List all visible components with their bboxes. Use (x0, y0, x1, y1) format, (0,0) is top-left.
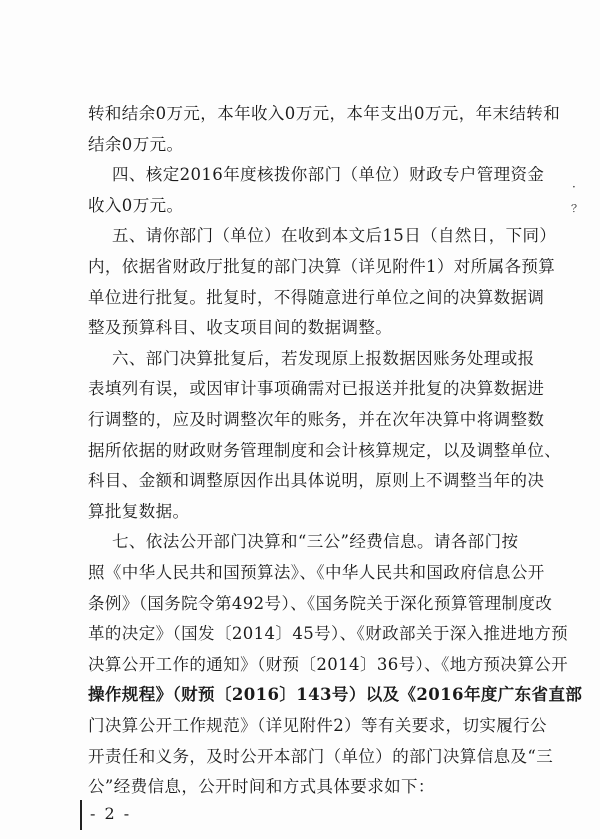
text-line-1: 转和结余0万元，本年收入0万元，本年支出0万元，年末结转和 (88, 104, 561, 123)
text-line-2: 结余0万元。 (88, 134, 184, 154)
text-line-13: 科目、金额和调整原因作出具体说明，原则上不调整当年的决 (88, 471, 545, 491)
page-number: - 2 - (90, 804, 132, 823)
text-line-11: 行调整的，应及时调整次年的账务，并在次年决算中将调整数 (88, 410, 545, 429)
text-line-14: 算批复数据。 (88, 501, 190, 521)
text-line-17: 条例》（国务院令第492号）、《国务院关于深化预算管理制度改 (88, 593, 553, 613)
text-line-7: 单位进行批复。批复时，不得随意进行单位之间的决算数据调 (88, 287, 545, 307)
text-line-18: 革的决定》（国发〔2014〕45号）、《财政部关于深入推进地方预 (88, 624, 569, 644)
text-line-9: 六、部门决算批复后，若发现原上报数据因账务处理或报 (112, 348, 535, 368)
scan-speck-mark-2: ﹖ (568, 200, 581, 214)
text-line-8: 整及预算科目、收支项目间的数据调整。 (88, 318, 393, 338)
page-footer-rule (80, 800, 82, 830)
text-line-10: 表填列有误，或因审计事项确需对已报送并批复的决算数据进 (88, 379, 545, 399)
text-line-23: 公”经费信息，公开时间和方式具体要求如下： (88, 777, 435, 797)
text-line-4: 收入0万元。 (88, 195, 184, 215)
text-line-21: 门决算公开工作规范》（详见附件2）等有关要求，切实履行公 (88, 716, 547, 735)
text-line-12: 据所依据的财政财务管理制度和会计核算规定，以及调整单位、 (88, 440, 562, 460)
text-line-6: 内，依据省财政厅批复的部门决算（详见附件1）对所属各预算 (88, 257, 556, 276)
text-line-15: 七、依法公开部门决算和“三公”经费信息。请各部门按 (112, 532, 519, 552)
text-line-3: 四、核定2016年度核拨你部门（单位）财政专户管理资金 (112, 165, 545, 185)
text-line-20: 操作规程》（财预〔2016〕143号）以及《2016年度广东省直部 (88, 685, 583, 705)
scan-speck-mark: · (572, 180, 576, 194)
text-line-16: 照《中华人民共和国预算法》、《中华人民共和国政府信息公开 (88, 563, 545, 582)
text-line-19: 决算公开工作的通知》（财预〔2014〕36号）、《地方预决算公开 (88, 654, 569, 674)
text-line-22: 开责任和义务，及时公开本部门（单位）的部门决算信息及“三 (88, 746, 554, 766)
text-line-5: 五、请你部门（单位）在收到本文后15日（自然日，下同） (112, 226, 557, 246)
